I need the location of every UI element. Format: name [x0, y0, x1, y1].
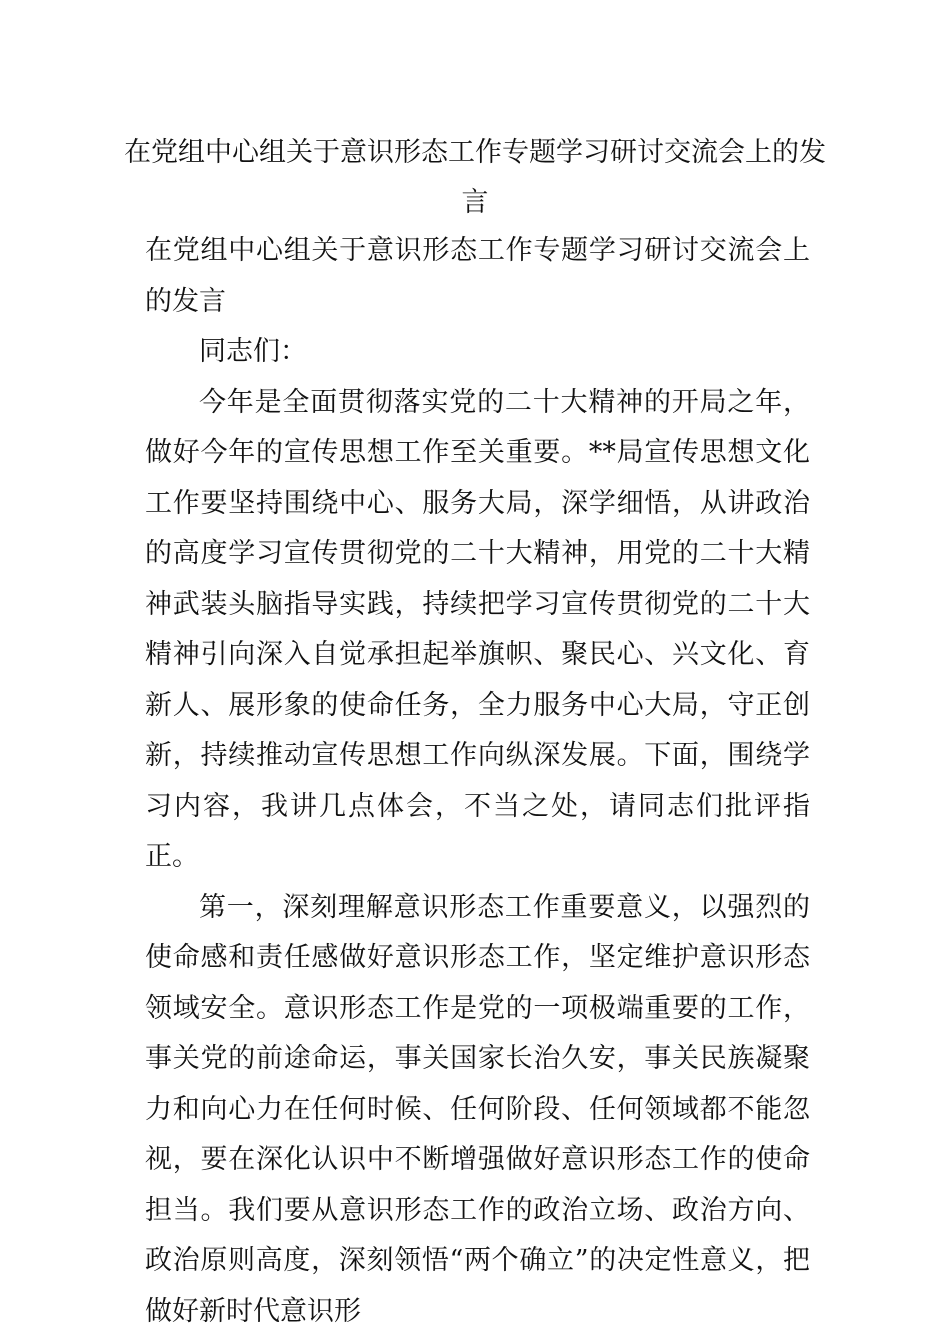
paragraph: 今年是全面贯彻落实党的二十大精神的开局之年，做好今年的宣传思想工作至关重要。**局宣传思想文化工作要坚持围绕中心、服务大局，深学细悟，从讲政治的高度学习宣传贯彻党的二十大精神，用党的二十大精神武装头脑指导实践，持续把学习宣传贯彻党的二十大精神引向深入自觉承担起举旗帜、聚民心、兴文化、育新人、展形象的使命任务，全力服务中心大局，守正创新，持续推动宣传思想工作向纵深发展。下面，围绕学习内容，我讲几点体会，不当之处，请同志们批评指正。 — [145, 386, 810, 872]
paragraph: 第一，深刻理解意识形态工作重要意义，以强烈的使命感和责任感做好意识形态工作，坚定维护意识形态领域安全。意识形态工作是党的一项极端重要的工作，事关党的前途命运，事关国家长治久安，事关民族凝聚力和向心力在任何时候、任何阶段、任何领域都不能忽视，要在深化认识中不断增强做好意识形态工作的使命担当。我们要从意识形态工作的政治立场、政治方向、政治原则高度，深刻领悟“两个确立”的决定性意义，把做好新时代意识形 — [145, 891, 810, 1327]
document-title: 在党组中心组关于意识形态工作专题学习研讨交流会上的发言 — [124, 137, 826, 218]
salutation: 同志们： — [199, 336, 307, 367]
document-subtitle: 在党组中心组关于意识形态工作专题学习研讨交流会上的发言 — [145, 235, 810, 317]
document-body — [145, 226, 810, 1337]
